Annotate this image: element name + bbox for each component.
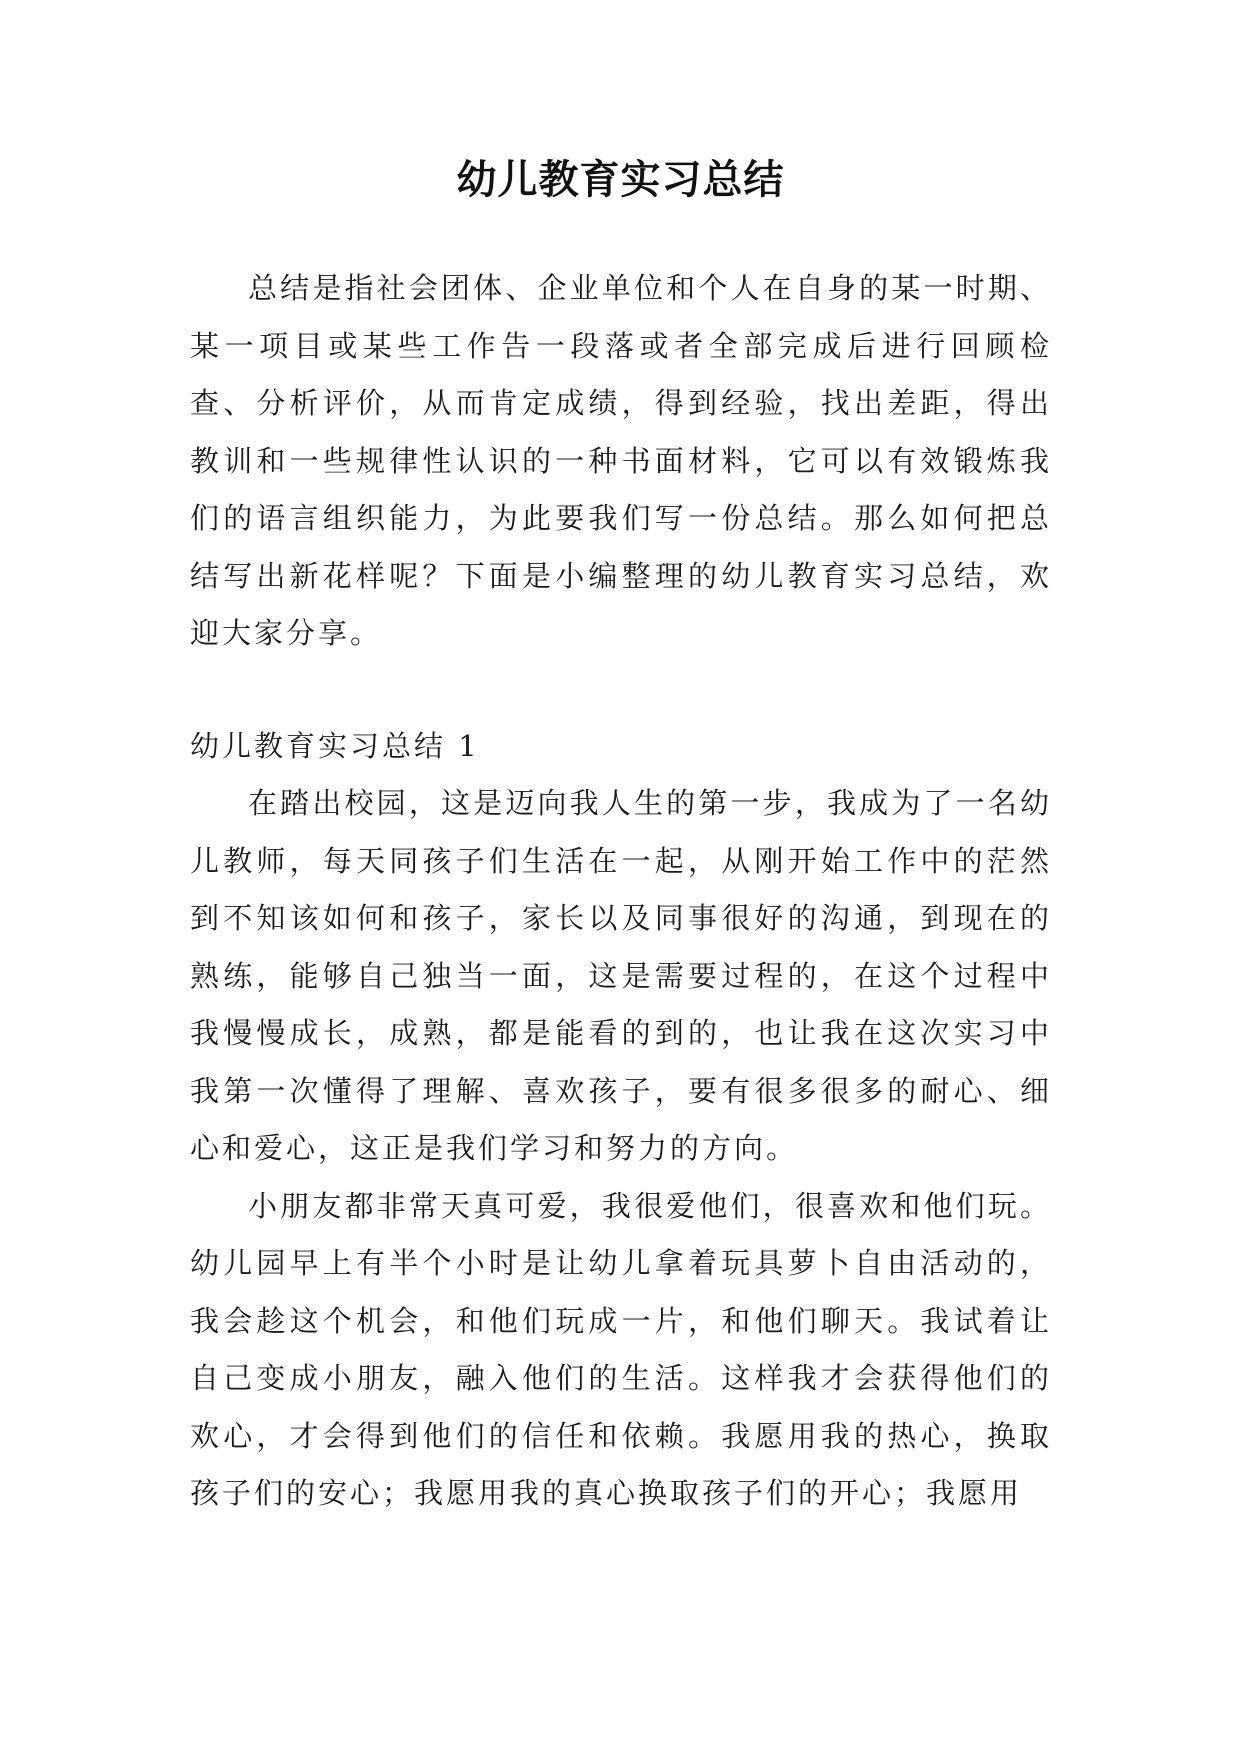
body-paragraph-2: 小朋友都非常天真可爱，我很爱他们，很喜欢和他们玩。幼儿园早上有半个小时是让幼儿拿着玩具萝卜自由活动的，我会趁这个机会，和他们玩成一片，和他们聊天。我试着让自己变成小朋友，融入他们的生活。这样我才会获得他们的欢心，才会得到他们的信任和依赖。我愿用我的热心，换取孩子们的安心；我愿用我的真心换取孩子们的开心；我愿用	[190, 1188, 1052, 1510]
body-paragraph-1: 在踏出校园，这是迈向我人生的第一步，我成为了一名幼儿教师，每天同孩子们生活在一起，从刚开始工作中的茫然到不知该如何和孩子，家长以及同事很好的沟通，到现在的熟练，能够自己独当一面，这是需要过程的，在这个过程中我慢慢成长，成熟，都是能看的到的，也让我在这次实习中我第一次懂得了理解、喜欢孩子，要有很多很多的耐心、细心和爱心，这正是我们学习和努力的方向。	[190, 786, 1052, 1165]
document-body	[190, 260, 1052, 1523]
section-heading: 幼儿教育实习总结 1	[190, 728, 480, 763]
intro-paragraph: 总结是指社会团体、企业单位和个人在自身的某一时期、某一项目或某些工作告一段落或者全部完成后进行回顾检查、分析评价，从而肯定成绩，得到经验，找出差距，得出教训和一些规律性认识的一种书面材料，它可以有效锻炼我们的语言组织能力，为此要我们写一份总结。那么如何把总结写出新花样呢？下面是小编整理的幼儿教育实习总结，欢迎大家分享。	[190, 271, 1052, 650]
document-title: 幼儿教育实习总结	[456, 156, 785, 203]
